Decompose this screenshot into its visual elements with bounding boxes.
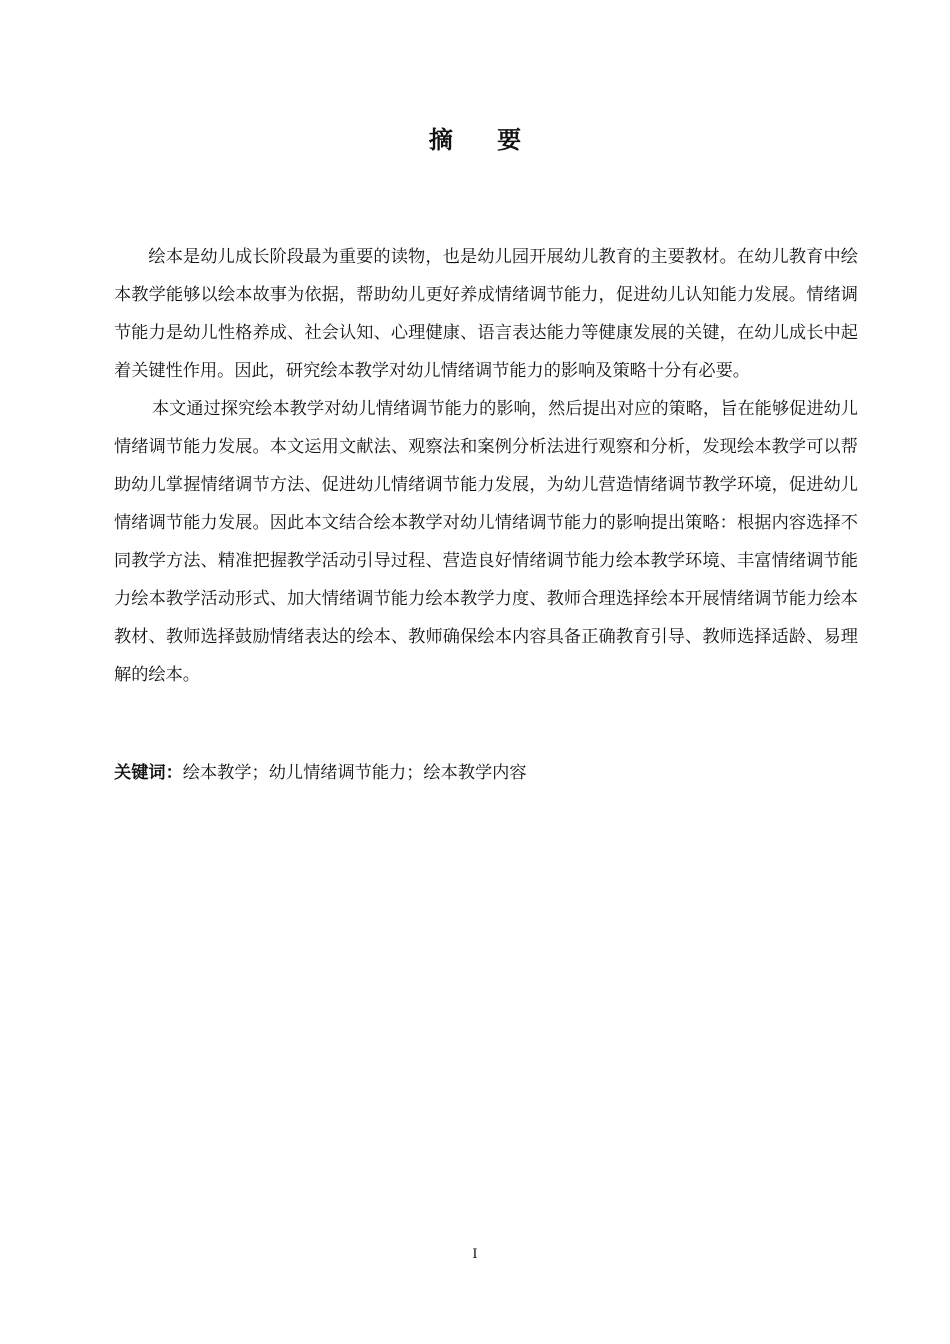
- abstract-paragraph-1: 绘本是幼儿成长阶段最为重要的读物，也是幼儿园开展幼儿教育的主要教材。在幼儿教育中绘本教学能够以绘本故事为依据，帮助幼儿更好养成情绪调节能力，促进幼儿认知能力发展。情绪调节能力是幼儿性格养成、社会认知、心理健康、语言表达能力等健康发展的关键，在幼儿成长中起着关键性作用。因此，研究绘本教学对幼儿情绪调节能力的影响及策略十分有必要。: [114, 247, 858, 381]
- keywords-line: [114, 758, 858, 788]
- keywords-text: 绘本教学；幼儿情绪调节能力；绘本教学内容: [182, 763, 527, 783]
- abstract-body: [114, 238, 858, 694]
- abstract-title-text: 摘 要: [428, 125, 540, 154]
- abstract-paragraph-2: 本文通过探究绘本教学对幼儿情绪调节能力的影响，然后提出对应的策略，旨在能够促进幼儿情绪调节能力发展。本文运用文献法、观察法和案例分析法进行观察和分析，发现绘本教学可以帮助幼儿掌握情绪调节方法、促进幼儿情绪调节能力发展，为幼儿营造情绪调节教学环境，促进幼儿情绪调节能力发展。因此本文结合绘本教学对幼儿情绪调节能力的影响提出策略：根据内容选择不同教学方法、精准把握教学活动引导过程、营造良好情绪调节能力绘本教学环境、丰富情绪调节能力绘本教学活动形式、加大情绪调节能力绘本教学力度、教师合理选择绘本开展情绪调节能力绘本教材、教师选择鼓励情绪表达的绘本、教师确保绘本内容具备正确教育引导、教师选择适龄、易理解的绘本。: [114, 399, 858, 685]
- abstract-title: [0, 122, 950, 158]
- keywords-label: 关键词：: [114, 763, 183, 783]
- page-number: I: [472, 1247, 478, 1262]
